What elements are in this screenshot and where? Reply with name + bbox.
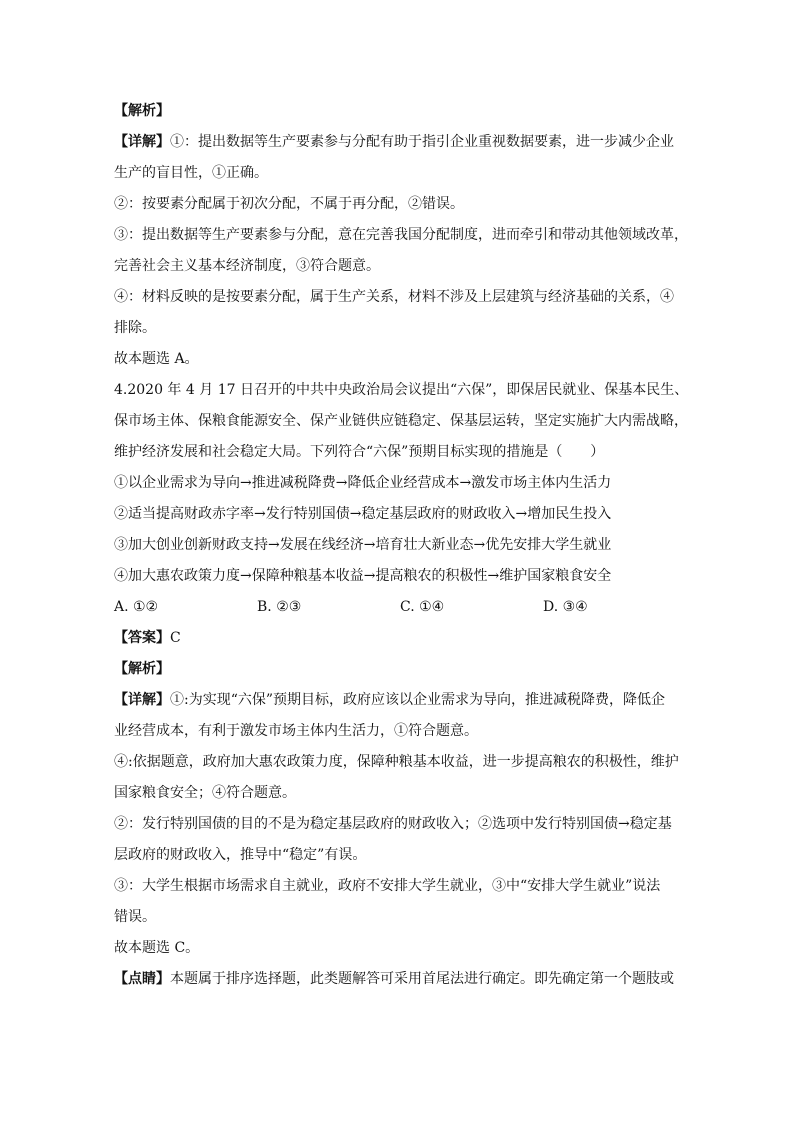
option-c: C. ①④ <box>400 599 445 615</box>
option-d: D. ③④ <box>543 599 588 615</box>
document-page <box>114 96 689 995</box>
detail-paragraph-4: ④：材料反映的是按要素分配，属于生产关系，材料不涉及上层建筑与经济基础的关系，④ <box>114 289 674 305</box>
option-b: B. ②③ <box>257 599 302 615</box>
detail-paragraph-3-cont: 完善社会主义基本经济制度，③符合题意。 <box>114 258 380 274</box>
answer-line <box>114 623 686 654</box>
question-stem: 4.2020 年 4 月 17 日召开的中共中央政治局会议提出“六保”，即保居民就业、保基本民生、 <box>114 382 689 398</box>
answer-options <box>114 592 686 623</box>
detail-paragraph-1 <box>114 685 686 716</box>
detail-paragraph-4: ④:依据题意，政府加大惠农政策力度，保障种粮基本收益，进一步提高粮农的积极性，维护 <box>114 754 679 770</box>
analysis-heading: 【解析】 <box>114 661 170 677</box>
question-stem-cont: 维护经济发展和社会稳定大局。下列符合“六保”预期目标实现的措施是（ ） <box>114 444 605 460</box>
detail-paragraph-4-cont: 排除。 <box>114 320 156 336</box>
question-item: ②适当提高财政赤字率→发行特别国债→稳定基层政府的财政收入→增加民生投入 <box>114 506 612 522</box>
conclusion: 故本题选 C。 <box>114 940 200 956</box>
detail-text: ①:为实现“六保”预期目标，政府应该以企业需求为导向，推进减税降费，降低企 <box>170 692 666 708</box>
question-item: ①以企业需求为导向→推进减税降费→降低企业经营成本→激发市场主体内生活力 <box>114 475 612 491</box>
tip-text: 本题属于排序选择题，此类题解答可采用首尾法进行确定。即先确定第一个题肢或 <box>170 971 674 987</box>
question-item: ④加大惠农政策力度→保障种粮基本收益→提高粮农的积极性→维护国家粮食安全 <box>114 568 612 584</box>
detail-paragraph-1 <box>114 127 686 158</box>
question-stem-cont: 保市场主体、保粮食能源安全、保产业链供应链稳定、保基层运转，坚定实施扩大内需战略， <box>114 413 688 429</box>
detail-heading: 【详解】 <box>114 692 170 708</box>
answer-value: C <box>170 630 181 646</box>
detail-paragraph-4-cont: 国家粮食安全；④符合题意。 <box>114 785 296 801</box>
conclusion: 故本题选 A。 <box>114 351 199 367</box>
detail-paragraph-2: ②：发行特别国债的目的不是为稳定基层政府的财政收入；②选项中发行特别国债→稳定基 <box>114 816 672 832</box>
tip-heading: 【点睛】 <box>114 971 170 987</box>
detail-paragraph-2: ②：按要素分配属于初次分配，不属于再分配，②错误。 <box>114 196 464 212</box>
detail-paragraph-1-cont: 生产的盲目性，①正确。 <box>114 165 268 181</box>
detail-paragraph-3: ③：提出数据等生产要素参与分配，意在完善我国分配制度，进而牵引和带动其他领域改革， <box>114 227 688 243</box>
detail-text: ①：提出数据等生产要素参与分配有助于指引企业重视数据要素，进一步减少企业 <box>170 134 674 150</box>
option-a: A. ①② <box>114 599 159 615</box>
detail-paragraph-1-cont: 业经营成本，有利于激发市场主体内生活力，①符合题意。 <box>114 723 478 739</box>
detail-heading: 【详解】 <box>114 134 170 150</box>
detail-paragraph-3-cont: 错误。 <box>114 909 156 925</box>
tip-paragraph <box>114 964 686 995</box>
detail-paragraph-3: ③：大学生根据市场需求自主就业，政府不安排大学生就业，③中“安排大学生就业”说法 <box>114 878 661 894</box>
question-item: ③加大创业创新财政支持→发展在线经济→培育壮大新业态→优先安排大学生就业 <box>114 537 612 553</box>
answer-heading: 【答案】 <box>114 630 170 646</box>
detail-paragraph-2-cont: 层政府的财政收入，推导中“稳定”有误。 <box>114 847 367 863</box>
analysis-heading: 【解析】 <box>114 103 170 119</box>
